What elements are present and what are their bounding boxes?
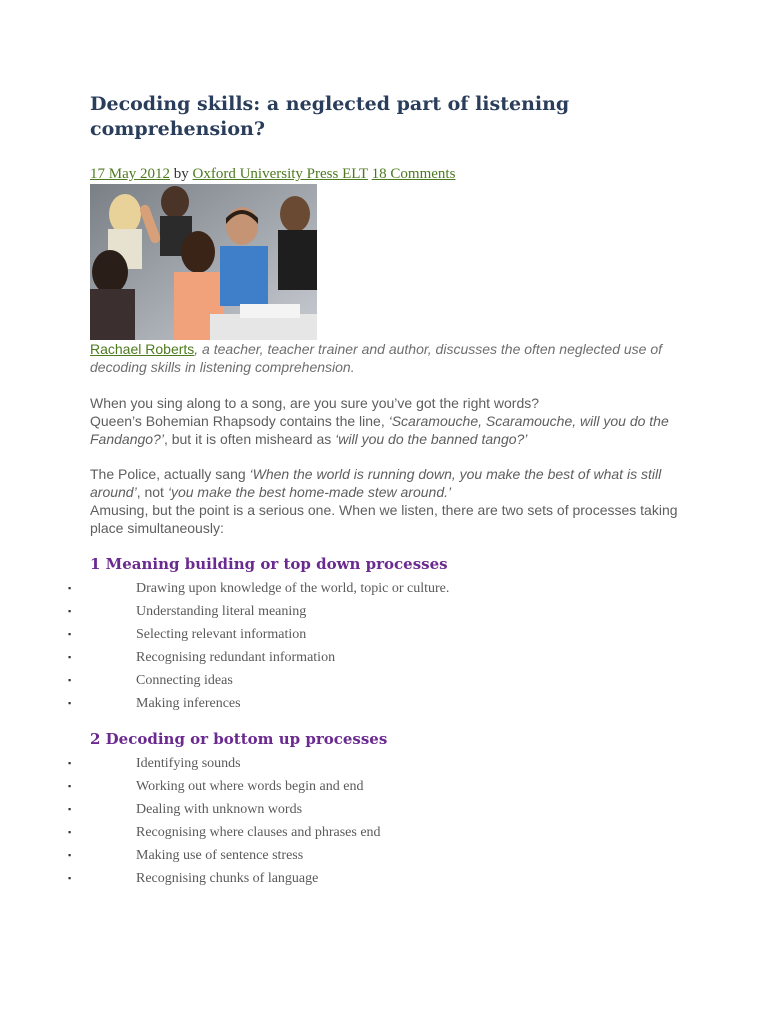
section-2-heading: 2 Decoding or bottom up processes — [90, 730, 388, 748]
paragraph-1 — [90, 394, 680, 448]
section-1-heading: 1 Meaning building or top down processes — [90, 555, 448, 573]
p2-text-a: The Police, actually sang — [90, 466, 250, 482]
p1-text-b: , but it is often misheard as — [163, 431, 336, 447]
bullet-icon: ▪ — [68, 804, 72, 814]
bullet-icon: ▪ — [68, 698, 72, 708]
bullet-icon: ▪ — [68, 781, 72, 791]
bullet-icon: ▪ — [68, 758, 72, 768]
intro-text: , a teacher, teacher trainer and author, discusses the often neglected use of decoding skills in listening comprehension. — [90, 341, 663, 375]
p1-text-a: Queen’s Bohemian Rhapsody contains the line, — [90, 413, 389, 429]
p1-quote-1: ‘Scaramouche, Scaramouche, will you do the Fandango?’ — [90, 413, 669, 447]
article-intro — [90, 340, 680, 376]
p1-line1: When you sing along to a song, are you sure you’ve got the right words? — [90, 395, 540, 411]
article-meta — [90, 166, 455, 183]
bullet-icon: ▪ — [68, 606, 72, 616]
author-name-link[interactable]: Rachael Roberts — [90, 341, 195, 357]
bullet-icon: ▪ — [68, 629, 72, 639]
list-item: ▪ Identifying sounds — [0, 752, 768, 775]
list-item: ▪ Recognising chunks of language — [0, 867, 768, 890]
list-item: ▪ Recognising where clauses and phrases end — [0, 821, 768, 844]
by-label: by — [173, 166, 189, 182]
p2-quote-2: ‘you make the best home-made stew around.’ — [167, 484, 452, 500]
list-item: ▪ Recognising redundant information — [0, 646, 768, 669]
p2-line2: Amusing, but the point is a serious one. When we listen, there are two sets of processes taking place simultaneously: — [90, 502, 678, 536]
students-photo — [90, 184, 317, 340]
date-link[interactable]: 17 May 2012 — [90, 166, 170, 182]
list-item: ▪ Selecting relevant information — [0, 623, 768, 646]
list-item: ▪ Making use of sentence stress — [0, 844, 768, 867]
comments-link[interactable]: 18 Comments — [371, 166, 456, 182]
p2-text-b: , not — [136, 484, 168, 500]
bullet-icon: ▪ — [68, 827, 72, 837]
p1-quote-2: ‘will you do the banned tango?’ — [335, 431, 528, 447]
article-title: Decoding skills: a neglected part of listening comprehension? — [90, 93, 570, 140]
list-item: ▪ Understanding literal meaning — [0, 600, 768, 623]
bullet-icon: ▪ — [68, 652, 72, 662]
p2-quote-1: ‘When the world is running down, you make the best of what is still around’ — [90, 466, 662, 500]
section-1-list — [0, 577, 768, 715]
author-link[interactable]: Oxford University Press ELT — [192, 166, 368, 182]
classroom-photo-illustration — [90, 184, 317, 340]
section-2-list — [0, 752, 768, 890]
list-item: ▪ Dealing with unknown words — [0, 798, 768, 821]
bullet-icon: ▪ — [68, 873, 72, 883]
list-item: ▪ Drawing upon knowledge of the world, topic or culture. — [0, 577, 768, 600]
bullet-icon: ▪ — [68, 850, 72, 860]
paragraph-2 — [90, 465, 680, 537]
bullet-icon: ▪ — [68, 583, 72, 593]
list-item: ▪ Making inferences — [0, 692, 768, 715]
list-item: ▪ Connecting ideas — [0, 669, 768, 692]
list-item: ▪ Working out where words begin and end — [0, 775, 768, 798]
bullet-icon: ▪ — [68, 675, 72, 685]
